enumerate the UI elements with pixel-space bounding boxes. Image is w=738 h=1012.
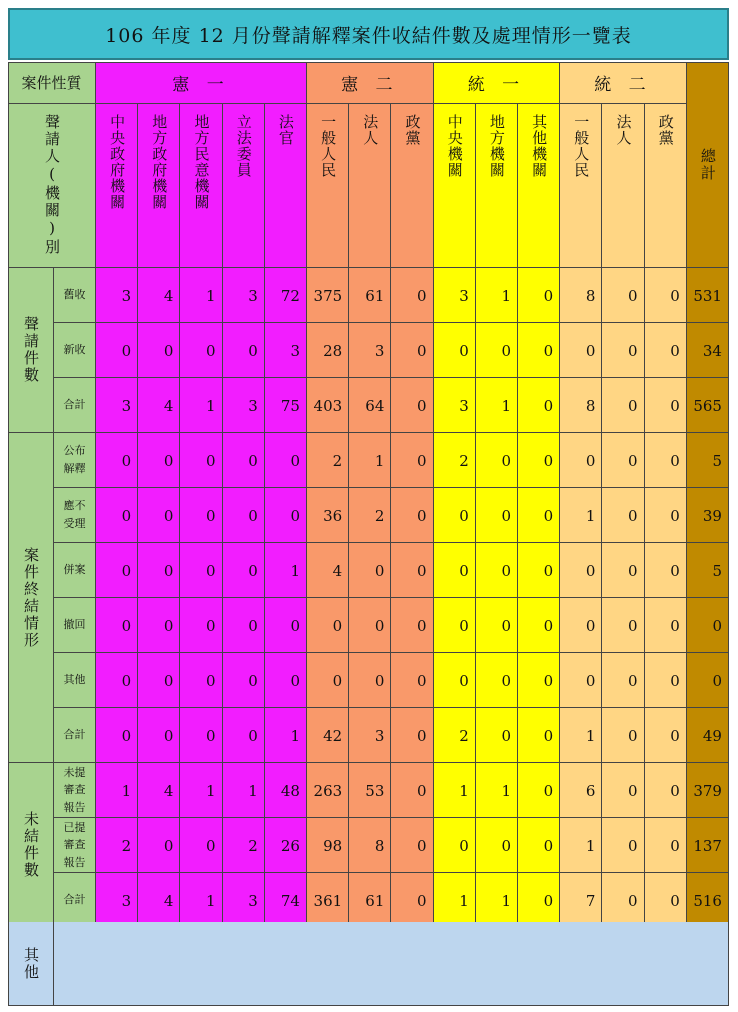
total-cell: 531 <box>687 268 729 323</box>
data-cell: 0 <box>180 488 222 543</box>
data-cell: 72 <box>265 268 307 323</box>
data-cell: 0 <box>476 653 518 708</box>
data-cell: 0 <box>518 763 560 818</box>
data-cell: 0 <box>349 543 391 598</box>
data-cell: 42 <box>307 708 349 763</box>
data-cell: 0 <box>138 818 180 873</box>
data-cell: 0 <box>518 268 560 323</box>
data-cell: 61 <box>349 873 391 928</box>
data-cell: 3 <box>223 873 265 928</box>
column-header <box>307 104 349 268</box>
data-cell: 0 <box>265 598 307 653</box>
data-cell: 1 <box>180 268 222 323</box>
column-header <box>349 104 391 268</box>
column-header-label: 一般人民 <box>319 114 338 178</box>
data-cell: 0 <box>96 598 138 653</box>
data-cell: 3 <box>434 268 476 323</box>
total-cell: 0 <box>687 653 729 708</box>
data-cell: 0 <box>180 708 222 763</box>
data-cell: 26 <box>265 818 307 873</box>
data-cell: 0 <box>434 653 476 708</box>
data-cell: 2 <box>223 818 265 873</box>
data-cell: 1 <box>180 873 222 928</box>
data-cell: 0 <box>223 323 265 378</box>
data-cell: 0 <box>391 818 433 873</box>
data-cell: 2 <box>434 433 476 488</box>
column-header-label: 其他機關 <box>530 114 549 178</box>
data-cell: 1 <box>265 543 307 598</box>
data-cell: 1 <box>180 378 222 433</box>
group-header: 統 二 <box>560 62 687 104</box>
other-value <box>54 922 729 1006</box>
data-cell: 0 <box>180 543 222 598</box>
data-cell: 0 <box>476 818 518 873</box>
row-label: 公布 解釋 <box>54 433 96 488</box>
row-label: 併案 <box>54 543 96 598</box>
data-cell: 0 <box>518 543 560 598</box>
data-cell: 3 <box>434 378 476 433</box>
data-cell: 1 <box>560 708 602 763</box>
data-cell: 8 <box>560 378 602 433</box>
data-cell: 4 <box>138 378 180 433</box>
data-cell: 0 <box>602 873 644 928</box>
column-header <box>223 104 265 268</box>
group-header: 憲 一 <box>96 62 307 104</box>
data-cell: 0 <box>602 488 644 543</box>
data-cell: 0 <box>223 598 265 653</box>
column-header-label: 中央機關 <box>445 114 464 178</box>
section-label-text: 未結件數 <box>22 811 40 879</box>
row-label: 其他 <box>54 653 96 708</box>
data-cell: 0 <box>223 543 265 598</box>
data-cell: 1 <box>476 378 518 433</box>
total-cell: 5 <box>687 433 729 488</box>
data-cell: 0 <box>265 433 307 488</box>
data-cell: 1 <box>223 763 265 818</box>
column-header <box>96 104 138 268</box>
data-cell: 263 <box>307 763 349 818</box>
data-cell: 3 <box>223 268 265 323</box>
data-cell: 0 <box>602 543 644 598</box>
applicant-header <box>8 104 96 268</box>
data-cell: 0 <box>391 653 433 708</box>
total-cell: 5 <box>687 543 729 598</box>
column-header <box>434 104 476 268</box>
data-cell: 6 <box>560 763 602 818</box>
data-cell: 0 <box>476 543 518 598</box>
column-header <box>180 104 222 268</box>
data-cell: 0 <box>265 488 307 543</box>
group-header: 統 一 <box>434 62 561 104</box>
data-cell: 0 <box>518 653 560 708</box>
column-header <box>560 104 602 268</box>
section-label <box>8 763 54 928</box>
total-header-label: 總計 <box>698 147 717 182</box>
data-cell: 3 <box>96 378 138 433</box>
data-cell: 0 <box>602 378 644 433</box>
row-label-header: 案件性質 <box>8 62 96 104</box>
section-label-text: 聲請件數 <box>22 316 40 384</box>
data-cell: 0 <box>180 323 222 378</box>
data-cell: 0 <box>560 598 602 653</box>
data-cell: 0 <box>180 653 222 708</box>
data-cell: 1 <box>180 763 222 818</box>
data-cell: 1 <box>476 268 518 323</box>
data-cell: 0 <box>518 598 560 653</box>
column-header-label: 政黨 <box>403 114 422 146</box>
data-cell: 53 <box>349 763 391 818</box>
data-cell: 3 <box>349 323 391 378</box>
column-header-label: 中央政府機關 <box>108 114 127 210</box>
data-cell: 0 <box>96 488 138 543</box>
data-cell: 0 <box>602 433 644 488</box>
column-header <box>265 104 307 268</box>
column-header <box>518 104 560 268</box>
row-label: 合計 <box>54 873 96 928</box>
data-cell: 0 <box>602 708 644 763</box>
data-cell: 0 <box>602 763 644 818</box>
data-cell: 0 <box>138 653 180 708</box>
column-header-label: 一般人民 <box>572 114 591 178</box>
column-header-label: 地方政府機關 <box>150 114 169 210</box>
data-cell: 1 <box>265 708 307 763</box>
data-cell: 28 <box>307 323 349 378</box>
data-cell: 0 <box>307 653 349 708</box>
data-cell: 3 <box>96 873 138 928</box>
section-label <box>8 433 54 763</box>
column-header-label: 政黨 <box>656 114 675 146</box>
data-cell: 0 <box>349 598 391 653</box>
data-cell: 0 <box>138 543 180 598</box>
column-header <box>645 104 687 268</box>
data-cell: 1 <box>476 763 518 818</box>
data-cell: 0 <box>518 378 560 433</box>
data-cell: 0 <box>223 433 265 488</box>
section-label-text: 案件終結情形 <box>22 546 40 649</box>
data-cell: 0 <box>180 598 222 653</box>
column-header-label: 地方民意機關 <box>192 114 211 210</box>
data-cell: 2 <box>434 708 476 763</box>
data-cell: 3 <box>96 268 138 323</box>
column-header-label: 地方機關 <box>487 114 506 178</box>
data-cell: 0 <box>434 818 476 873</box>
data-cell: 0 <box>518 708 560 763</box>
data-cell: 0 <box>434 323 476 378</box>
data-cell: 75 <box>265 378 307 433</box>
data-cell: 1 <box>434 873 476 928</box>
data-cell: 0 <box>645 873 687 928</box>
data-cell: 61 <box>349 268 391 323</box>
data-cell: 48 <box>265 763 307 818</box>
data-cell: 0 <box>645 543 687 598</box>
data-cell: 0 <box>560 323 602 378</box>
row-label: 新收 <box>54 323 96 378</box>
data-cell: 0 <box>391 488 433 543</box>
data-cell: 0 <box>560 433 602 488</box>
row-label: 應不 受理 <box>54 488 96 543</box>
data-cell: 0 <box>223 653 265 708</box>
data-cell: 0 <box>518 433 560 488</box>
data-cell: 0 <box>180 818 222 873</box>
data-cell: 0 <box>391 708 433 763</box>
data-cell: 2 <box>307 433 349 488</box>
data-cell: 0 <box>560 653 602 708</box>
data-cell: 0 <box>180 433 222 488</box>
data-cell: 0 <box>223 708 265 763</box>
data-cell: 0 <box>434 598 476 653</box>
data-cell: 0 <box>645 708 687 763</box>
data-cell: 1 <box>349 433 391 488</box>
data-cell: 0 <box>391 323 433 378</box>
data-cell: 4 <box>138 268 180 323</box>
data-cell: 0 <box>96 543 138 598</box>
data-cell: 0 <box>391 378 433 433</box>
data-cell: 0 <box>602 268 644 323</box>
data-cell: 0 <box>223 488 265 543</box>
data-cell: 3 <box>349 708 391 763</box>
data-cell: 1 <box>434 763 476 818</box>
data-cell: 0 <box>645 763 687 818</box>
column-header-label: 法人 <box>614 114 633 146</box>
total-cell: 379 <box>687 763 729 818</box>
data-cell: 0 <box>138 708 180 763</box>
total-cell: 565 <box>687 378 729 433</box>
data-cell: 0 <box>518 873 560 928</box>
data-cell: 7 <box>560 873 602 928</box>
data-cell: 0 <box>434 543 476 598</box>
column-header <box>602 104 644 268</box>
total-cell: 34 <box>687 323 729 378</box>
data-cell: 1 <box>560 818 602 873</box>
data-cell: 0 <box>518 818 560 873</box>
data-cell: 0 <box>645 323 687 378</box>
total-cell: 49 <box>687 708 729 763</box>
data-cell: 2 <box>96 818 138 873</box>
other-label-text: 其他 <box>22 946 40 981</box>
data-cell: 0 <box>391 268 433 323</box>
data-cell: 1 <box>476 873 518 928</box>
group-header: 憲 二 <box>307 62 434 104</box>
data-cell: 0 <box>602 323 644 378</box>
data-cell: 0 <box>391 433 433 488</box>
applicant-header-label: 聲請人(機關)別 <box>43 114 61 256</box>
data-cell: 0 <box>265 653 307 708</box>
data-cell: 0 <box>645 433 687 488</box>
data-cell: 403 <box>307 378 349 433</box>
data-cell: 0 <box>518 323 560 378</box>
data-cell: 0 <box>476 598 518 653</box>
data-cell: 0 <box>138 323 180 378</box>
data-cell: 0 <box>602 598 644 653</box>
data-cell: 0 <box>645 598 687 653</box>
data-cell: 0 <box>349 653 391 708</box>
data-cell: 0 <box>476 488 518 543</box>
data-cell: 0 <box>476 433 518 488</box>
data-cell: 0 <box>96 708 138 763</box>
data-cell: 0 <box>96 433 138 488</box>
total-cell: 516 <box>687 873 729 928</box>
data-cell: 0 <box>96 323 138 378</box>
data-cell: 0 <box>434 488 476 543</box>
row-label: 合計 <box>54 708 96 763</box>
data-cell: 8 <box>560 268 602 323</box>
data-cell: 0 <box>138 488 180 543</box>
data-cell: 0 <box>138 433 180 488</box>
data-cell: 74 <box>265 873 307 928</box>
data-cell: 0 <box>645 818 687 873</box>
column-header <box>138 104 180 268</box>
data-cell: 0 <box>391 763 433 818</box>
data-cell: 0 <box>518 488 560 543</box>
other-label <box>8 922 54 1006</box>
data-cell: 0 <box>602 818 644 873</box>
column-header-label: 法人 <box>361 114 380 146</box>
total-cell: 39 <box>687 488 729 543</box>
total-header <box>687 62 729 268</box>
data-cell: 0 <box>645 653 687 708</box>
data-cell: 0 <box>138 598 180 653</box>
data-cell: 3 <box>265 323 307 378</box>
data-cell: 4 <box>138 873 180 928</box>
total-cell: 137 <box>687 818 729 873</box>
row-label: 未提 審查 報告 <box>54 763 96 818</box>
column-header-label: 法官 <box>276 114 295 146</box>
data-cell: 98 <box>307 818 349 873</box>
data-cell: 4 <box>307 543 349 598</box>
data-cell: 2 <box>349 488 391 543</box>
section-label <box>8 268 54 433</box>
row-label: 已提 審查 報告 <box>54 818 96 873</box>
data-cell: 0 <box>602 653 644 708</box>
data-cell: 0 <box>96 653 138 708</box>
data-cell: 0 <box>391 873 433 928</box>
data-cell: 0 <box>391 543 433 598</box>
data-cell: 0 <box>476 323 518 378</box>
row-label: 舊收 <box>54 268 96 323</box>
data-cell: 0 <box>645 378 687 433</box>
data-cell: 3 <box>223 378 265 433</box>
data-cell: 0 <box>560 543 602 598</box>
row-label: 合計 <box>54 378 96 433</box>
page-title: 106 年度 12 月份聲請解釋案件收結件數及處理情形一覽表 <box>8 8 729 60</box>
data-cell: 1 <box>96 763 138 818</box>
data-cell: 1 <box>560 488 602 543</box>
data-cell: 36 <box>307 488 349 543</box>
column-header-label: 立法委員 <box>234 114 253 178</box>
column-header <box>391 104 433 268</box>
data-cell: 64 <box>349 378 391 433</box>
data-cell: 0 <box>391 598 433 653</box>
row-label: 撤回 <box>54 598 96 653</box>
data-cell: 8 <box>349 818 391 873</box>
data-cell: 0 <box>307 598 349 653</box>
data-cell: 4 <box>138 763 180 818</box>
data-cell: 0 <box>645 268 687 323</box>
data-cell: 0 <box>645 488 687 543</box>
column-header <box>476 104 518 268</box>
data-cell: 0 <box>476 708 518 763</box>
data-cell: 361 <box>307 873 349 928</box>
total-cell: 0 <box>687 598 729 653</box>
data-cell: 375 <box>307 268 349 323</box>
